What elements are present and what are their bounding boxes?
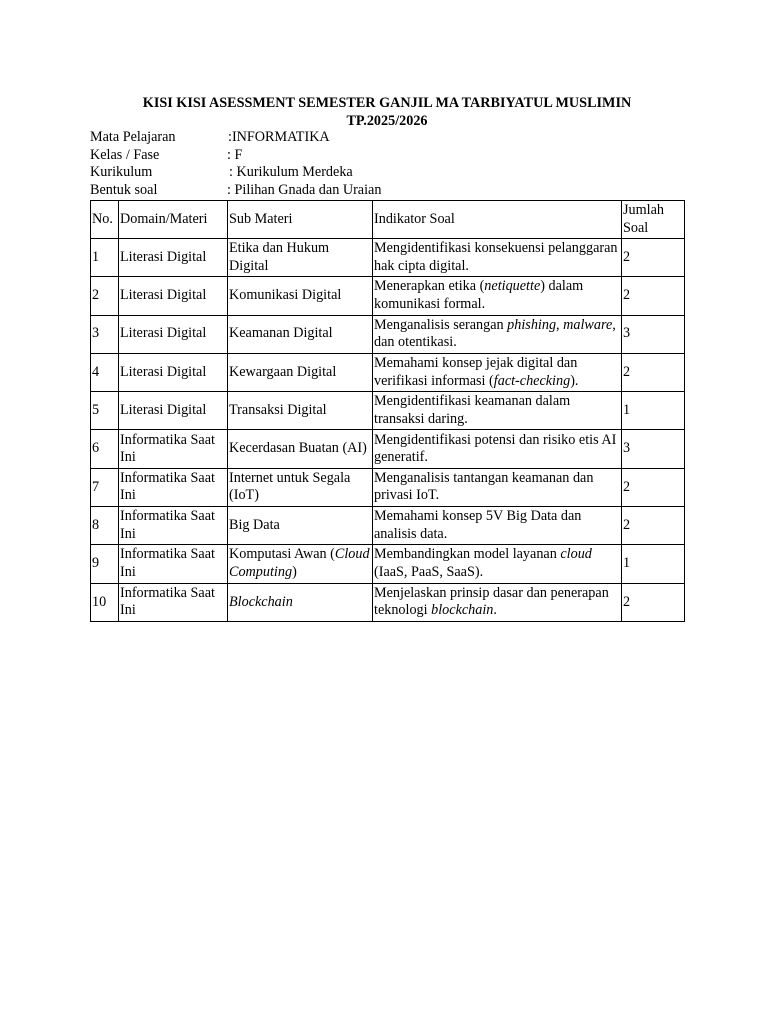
table-row [91, 315, 685, 353]
table-row [91, 239, 685, 277]
cell-sub-materi-text: Komunikasi Digital [229, 287, 342, 304]
document-title: KISI KISI ASESSMENT SEMESTER GANJIL MA TARBIYATUL MUSLIMIN [142, 95, 632, 111]
cell-jumlah: 2 [622, 277, 685, 315]
cell-indikator [373, 545, 622, 583]
cell-sub-materi-text: Komputasi Awan ( [229, 546, 335, 563]
cell-indikator [373, 430, 622, 468]
cell-indikator [373, 277, 622, 315]
meta-label: Kelas / Fase [90, 146, 160, 163]
cell-sub-materi-text: Blockchain [229, 593, 293, 610]
cell-indikator-text: ). [570, 372, 579, 389]
table-body [91, 239, 685, 622]
cell-jumlah: 2 [622, 239, 685, 277]
cell-indikator-text: Mengidentifikasi konsekuensi pelanggaran hak cipta digital. [374, 240, 618, 274]
cell-domain: Literasi Digital [119, 277, 228, 315]
cell-sub-materi [228, 507, 373, 545]
table-row [91, 507, 685, 545]
cell-no: 5 [91, 392, 119, 430]
cell-domain: Informatika Saat Ini [119, 583, 228, 621]
cell-sub-materi-text: Transaksi Digital [229, 402, 327, 419]
cell-no: 8 [91, 507, 119, 545]
cell-sub-materi [228, 353, 373, 391]
header-jumlah: Jumlah Soal [622, 201, 685, 239]
cell-domain: Literasi Digital [119, 353, 228, 391]
cell-no: 10 [91, 583, 119, 621]
cell-sub-materi [228, 315, 373, 353]
cell-sub-materi [228, 430, 373, 468]
cell-domain: Literasi Digital [119, 315, 228, 353]
cell-no: 4 [91, 353, 119, 391]
cell-no: 1 [91, 239, 119, 277]
cell-indikator-text: Menerapkan etika ( [374, 278, 485, 295]
cell-jumlah: 2 [622, 583, 685, 621]
cell-no: 9 [91, 545, 119, 583]
cell-sub-materi-text: Cloud Computing [229, 546, 370, 581]
meta-row-kelas-fase [90, 147, 684, 165]
table-row [91, 583, 685, 621]
cell-indikator-text: , dan otentikasi. [374, 316, 616, 351]
table-row [91, 353, 685, 391]
cell-indikator-text: Menganalisis tantangan keamanan dan privasi IoT. [374, 469, 594, 504]
cell-no: 7 [91, 468, 119, 506]
cell-indikator-text: , [556, 316, 564, 333]
header-sub-materi: Sub Materi [228, 201, 373, 239]
cell-domain: Informatika Saat Ini [119, 430, 228, 468]
cell-jumlah: 1 [622, 545, 685, 583]
cell-indikator-text: Mengidentifikasi potensi dan risiko etis AI generatif. [374, 431, 617, 466]
cell-no: 3 [91, 315, 119, 353]
cell-sub-materi [228, 583, 373, 621]
cell-indikator-text: fact-checking [493, 372, 571, 389]
header-no: No. [91, 201, 119, 239]
cell-indikator [373, 507, 622, 545]
cell-indikator-text: cloud [560, 546, 592, 563]
cell-sub-materi-text: ) [292, 564, 297, 581]
cell-indikator [373, 239, 622, 277]
cell-jumlah: 1 [622, 392, 685, 430]
cell-indikator-text: Menjelaskan prinsip dasar dan penerapan teknologi [374, 584, 609, 619]
cell-jumlah: 2 [622, 507, 685, 545]
cell-domain: Literasi Digital [119, 239, 228, 277]
cell-sub-materi-text: Etika dan Hukum Digital [229, 240, 330, 274]
document-subtitle: TP.2025/2026 [346, 113, 428, 129]
meta-label: Kurikulum [90, 164, 153, 181]
cell-indikator-text: Memahami konsep jejak digital dan verifikasi informasi ( [374, 354, 578, 389]
meta-value: : Pilihan Gnada dan Uraian [227, 181, 382, 198]
cell-jumlah: 3 [622, 430, 685, 468]
cell-indikator-text: netiquette [484, 278, 541, 295]
cell-jumlah: 2 [622, 353, 685, 391]
cell-jumlah: 2 [622, 468, 685, 506]
cell-indikator-text: blockchain [431, 602, 494, 619]
table-row [91, 392, 685, 430]
cell-sub-materi [228, 277, 373, 315]
cell-indikator-text: Membandingkan model layanan [374, 546, 561, 563]
cell-domain: Informatika Saat Ini [119, 507, 228, 545]
header-domain: Domain/Materi [119, 201, 228, 239]
cell-indikator [373, 353, 622, 391]
meta-row-mata-pelajaran [90, 129, 684, 147]
cell-domain: Informatika Saat Ini [119, 545, 228, 583]
cell-domain: Informatika Saat Ini [119, 468, 228, 506]
cell-sub-materi-text: Internet untuk Segala (IoT) [229, 469, 351, 504]
meta-value: : F [227, 146, 243, 163]
table-header-row [91, 201, 685, 239]
kisi-kisi-table [90, 200, 685, 622]
cell-indikator-text: Menganalisis serangan [374, 316, 508, 333]
cell-sub-materi [228, 545, 373, 583]
table-row [91, 277, 685, 315]
cell-no: 2 [91, 277, 119, 315]
cell-no: 6 [91, 430, 119, 468]
meta-value: : Kurikulum Merdeka [229, 164, 353, 181]
table-row [91, 468, 685, 506]
header-indikator: Indikator Soal [373, 201, 622, 239]
cell-indikator-text: malware [563, 316, 613, 333]
table-row [91, 545, 685, 583]
cell-indikator-text: phishing [507, 316, 557, 333]
document-meta [90, 129, 684, 199]
cell-sub-materi-text: Big Data [229, 516, 280, 533]
meta-row-bentuk-soal [90, 182, 684, 200]
meta-value: :INFORMATIKA [228, 129, 330, 145]
meta-label: Bentuk soal [90, 181, 158, 198]
cell-sub-materi [228, 392, 373, 430]
cell-indikator [373, 315, 622, 353]
cell-sub-materi [228, 468, 373, 506]
cell-jumlah: 3 [622, 315, 685, 353]
cell-indikator [373, 583, 622, 621]
cell-sub-materi-text: Kewargaan Digital [229, 363, 337, 380]
table-row [91, 430, 685, 468]
meta-row-kurikulum [90, 164, 684, 182]
meta-label: Mata Pelajaran [90, 129, 176, 145]
cell-sub-materi-text: Keamanan Digital [229, 325, 333, 342]
cell-indikator-text: Memahami konsep 5V Big Data dan analisis data. [374, 508, 582, 542]
cell-indikator-text: (IaaS, PaaS, SaaS). [374, 564, 484, 581]
cell-indikator [373, 468, 622, 506]
cell-sub-materi-text: Kecerdasan Buatan (AI) [229, 440, 367, 457]
cell-indikator-text: . [493, 602, 497, 619]
cell-indikator-text: ) dalam komunikasi formal. [374, 278, 584, 312]
cell-indikator [373, 392, 622, 430]
cell-indikator-text: Mengidentifikasi keamanan dalam transaksi daring. [374, 393, 571, 427]
cell-sub-materi [228, 239, 373, 277]
cell-domain: Literasi Digital [119, 392, 228, 430]
